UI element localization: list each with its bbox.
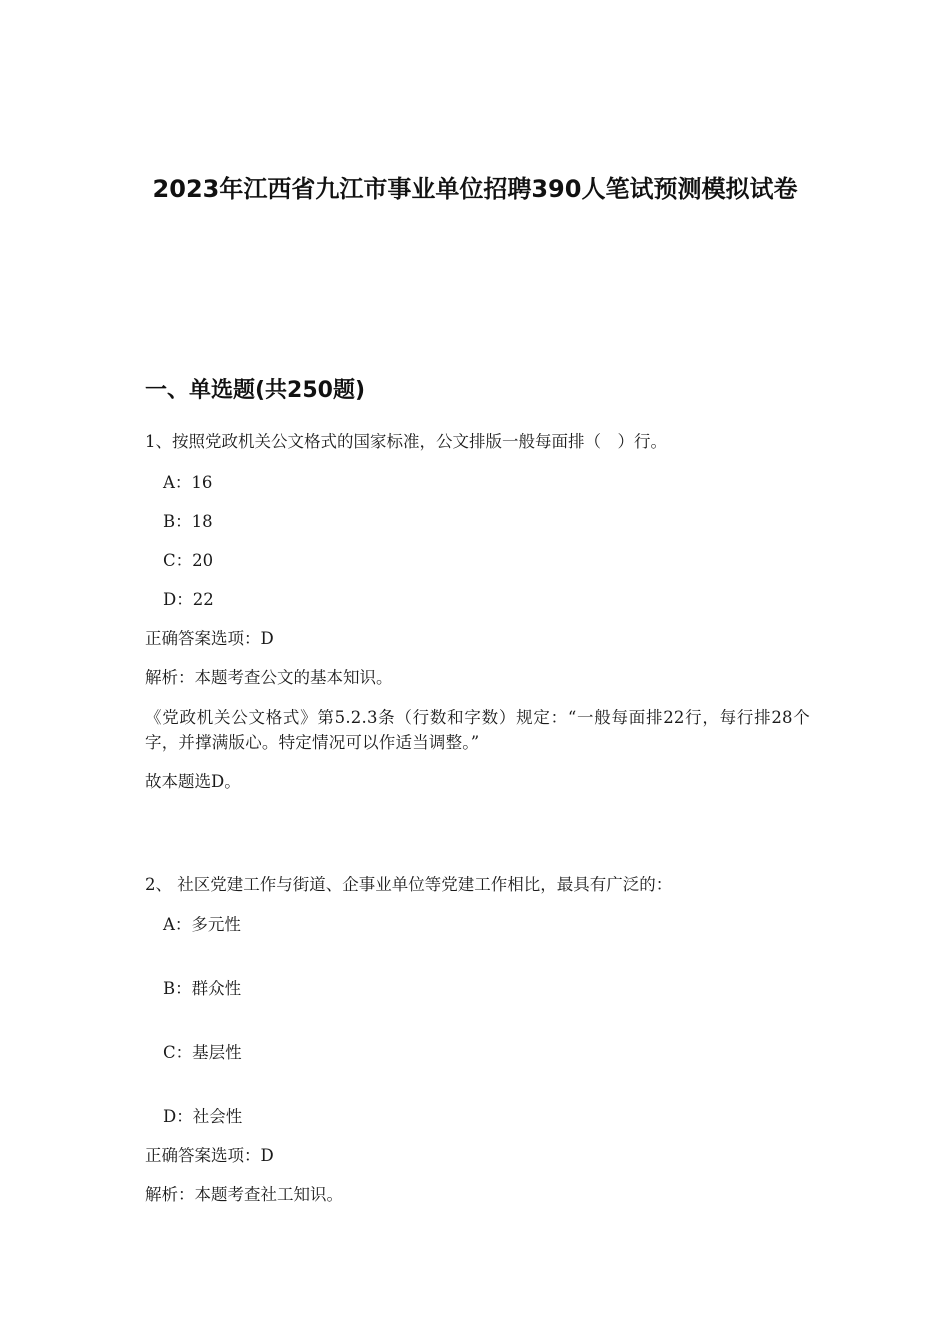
option-c: C：基层性 — [163, 1043, 242, 1062]
question-stem: 2、 社区党建工作与街道、企事业单位等党建工作相比，最具有广泛的： — [145, 875, 673, 894]
option-c: C：20 — [163, 551, 214, 570]
analysis-text: 解析：本题考查社工知识。 — [145, 1185, 343, 1204]
option-d: D：社会性 — [163, 1107, 243, 1126]
document-title: 2023年江西省九江市事业单位招聘390人笔试预测模拟试卷 — [152, 175, 798, 203]
correct-answer: 正确答案选项：D — [145, 629, 274, 648]
analysis-text: 解析：本题考查公文的基本知识。 — [145, 668, 393, 687]
option-b: B：18 — [163, 512, 213, 531]
correct-answer: 正确答案选项：D — [145, 1146, 274, 1165]
option-a: A：多元性 — [163, 915, 241, 934]
option-b: B：群众性 — [163, 979, 242, 998]
option-a: A：16 — [163, 473, 213, 492]
analysis-quote: 《党政机关公文格式》第5.2.3条（行数和字数）规定：“一般每面排22行，每行排28个字，并撑满版心。特定情况可以作适当调整。” — [145, 708, 810, 752]
question-stem: 1、按照党政机关公文格式的国家标准，公文排版一般每面排（ ）行。 — [145, 432, 667, 451]
analysis-conclusion: 故本题选D。 — [145, 772, 241, 791]
option-d: D：22 — [163, 590, 214, 609]
section-heading: 一、单选题(共250题) — [145, 378, 366, 403]
